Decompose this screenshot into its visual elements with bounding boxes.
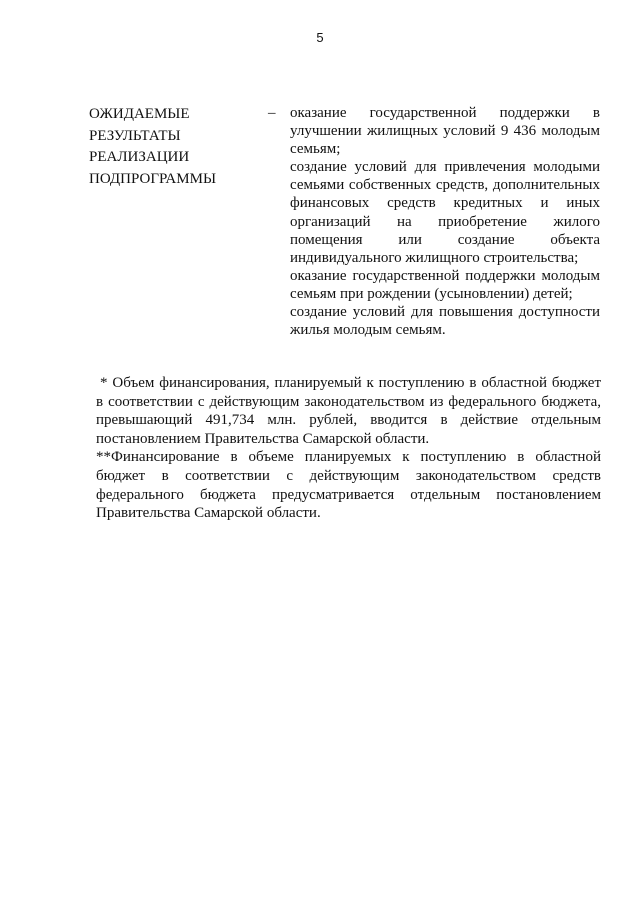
footnote-federal-budget: **Финансирование в объеме планируемых к поступлению в областной бюджет в соответствии с действующим законодательством средств федерального бюджета предусматривается отдельным постановлением Правительства Самарской области. bbox=[96, 449, 601, 522]
result-item: создание условий для повышения доступности жилья молодым семьям. bbox=[290, 304, 600, 339]
heading-dash: – bbox=[268, 105, 276, 121]
page-number: 5 bbox=[316, 30, 324, 45]
footnotes bbox=[96, 374, 601, 523]
expected-results-heading bbox=[89, 104, 259, 190]
result-item: оказание государственной поддержки в улучшении жилищных условий 9 436 молодым семьям; bbox=[290, 105, 600, 158]
heading-line: РЕАЛИЗАЦИИ bbox=[89, 149, 190, 165]
heading-line: ОЖИДАЕМЫЕ bbox=[89, 106, 190, 122]
heading-line: ПОДПРОГРАММЫ bbox=[89, 170, 217, 187]
expected-results-list bbox=[290, 104, 600, 339]
result-item: создание условий для привлечения молодыми семьями собственных средств, дополнительных финансовых средств кредитных и иных организаций на приобретение жилого помещения или создание объекта индивидуального жилищного строительства; bbox=[290, 159, 600, 266]
heading-line: РЕЗУЛЬТАТЫ bbox=[89, 127, 181, 144]
footnote-regional-budget: * Объем финансирования, планируемый к поступлению в областной бюджет в соответствии с действующим законодательством из федерального бюджета, превышающий 491,734 млн. рублей, вводится в действие отдельным постановлением Правительства Самарской области. bbox=[96, 375, 601, 447]
result-item: оказание государственной поддержки молодым семьям при рождении (усыновлении) детей; bbox=[290, 267, 600, 302]
expected-results-section bbox=[89, 104, 601, 354]
